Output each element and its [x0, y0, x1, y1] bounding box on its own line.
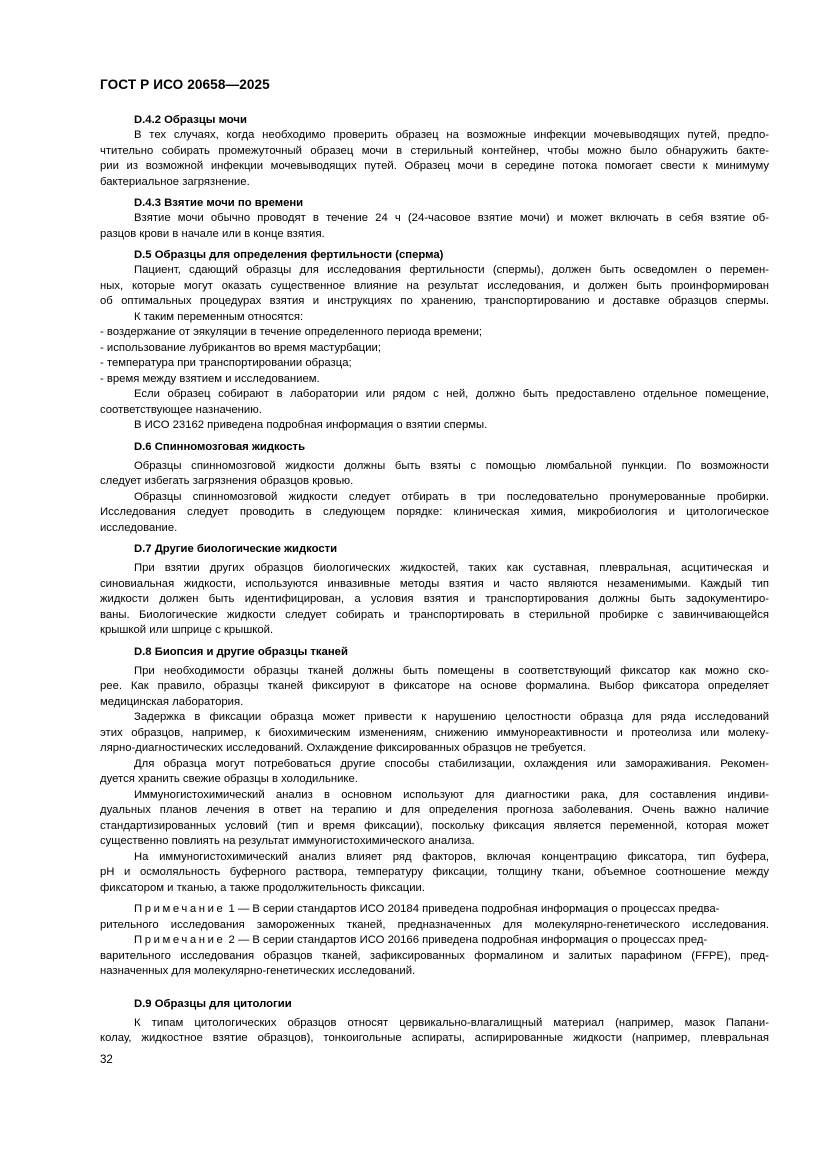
text-line: стандартизированных условий (тип и время фиксации), поскольку фиксация является переменной, которая может	[100, 819, 769, 832]
text-line: назначенных для молекулярно-генетических исследований.	[100, 965, 416, 977]
text-line: рН и осмоляльность буферного раствора, температуру фиксации, толщину ткани, объемное соотношение между	[100, 866, 769, 878]
text-line: синовиальная жидкости, используются инвазивные методы взятия и часто являются незаменимыми. Каждый тип	[100, 577, 769, 590]
text-line: К таким переменным относятся:	[134, 310, 304, 323]
note-line	[100, 902, 769, 918]
document-body	[100, 113, 769, 1047]
text-line: чтительно собирать промежуточный образец мочи в стерильный контейнер, чтобы можно было обнаружить бакте-	[100, 144, 769, 157]
text-line: медицинская лаборатория.	[100, 695, 244, 708]
text-line: об оптимальных процедурах взятия и инструкциях по хранению, транспортированию и доставке образцов спермы.	[100, 295, 769, 307]
text-line: следует избегать загрязнения образцов кровью.	[100, 475, 354, 487]
text-line: Иммуногистохимический анализ в основном используют для диагностики рака, для составления индиви-	[134, 788, 769, 801]
note-label: Примечание	[134, 934, 226, 946]
text-line: Исследования следует проводить в следующем порядке: клиническая химия, микробиология и цитологическое	[100, 506, 769, 518]
text-line: рии из возможной инфекции мочевыводящих путей. Образец мочи в середине потока помогает свести к минимуму	[100, 160, 769, 172]
note-line	[100, 933, 769, 949]
text-line: Образцы спинномозговой жидкости следует отбирать в три последовательно пронумерованные пробирки.	[134, 490, 769, 503]
section-heading: D.5 Образцы для определения фертильности (сперма)	[134, 249, 444, 261]
text-line: В ИСО 23162 приведена подробная информация о взятии спермы.	[134, 419, 488, 431]
text-line: ваны. Биологические жидкости следует собирать и транспортировать в стерильной пробирке с завинчивающейся	[100, 608, 769, 621]
section-heading: D.4.3 Взятие мочи по времени	[134, 197, 304, 209]
text-line: - время между взятием и исследованием.	[100, 372, 320, 385]
text-line: Взятие мочи обычно проводят в течение 24 ч (24-часовое взятие мочи) и может включать в себя взятие об-	[134, 212, 769, 224]
text-line: существенно повлиять на результат иммуногистохимического анализа.	[100, 835, 475, 847]
text-line: разцов крови в начале или в конце взятия.	[100, 227, 325, 240]
text-line: При взятии других образцов биологических жидкостей, таких как суставная, плевральная, асцитическая и	[134, 562, 769, 574]
text-line: жидкости должен быть идентифицирован, а условия взятия и транспортирования должны быть задокументиро-	[100, 593, 769, 605]
note-label: Примечание	[134, 903, 226, 915]
text-line: При необходимости образцы тканей должны быть помещены в соответствующий фиксатор как можно ско-	[134, 664, 769, 677]
section-heading: D.6 Спинномозговая жидкость	[134, 440, 306, 453]
text-line: бактериальное загрязнение.	[100, 175, 250, 188]
text-line: фиксатором и тканью, а также продолжительность фиксации.	[100, 881, 425, 894]
note-text: — В серии стандартов ИСО 20184 приведена подробная информация о процессах предва-	[234, 903, 720, 915]
text-line: рительного исследования замороженных тканей, предназначенных для молекулярно-генетического исследования.	[100, 918, 769, 931]
text-line: ных, которые могут оказать существенное влияние на результат исследования, и должен быть проинформирован	[100, 279, 769, 292]
section-heading: D.8 Биопсия и другие образцы тканей	[134, 645, 348, 658]
section-heading: D.7 Другие биологические жидкости	[134, 543, 338, 555]
text-line: дуальных планов лечения в ответ на терапию и для определения прогноза заболевания. Очень важно наличие	[100, 804, 769, 816]
text-line: Задержка в фиксации образца может привести к нарушению целостности образца для ряда исследований	[134, 711, 769, 723]
section-heading: D.4.2 Образцы мочи	[134, 114, 247, 126]
text-line: соответствующее назначению.	[100, 403, 262, 416]
text-line: На иммуногистохимический анализ влияет ряд факторов, включая концентрацию фиксатора, тип буфера,	[134, 850, 769, 863]
text-line: Если образец собирают в лаборатории или рядом с ней, должно быть предоставлено отдельное помещение,	[134, 388, 769, 400]
text-line: рее. Как правило, образцы тканей фиксируют в фиксаторе на основе формалина. Выбор фиксатора определяет	[100, 680, 769, 692]
text-line: исследование.	[100, 521, 178, 534]
text-line: этих образцов, например, к биохимическим изменениям, снижению иммунореактивности и протеолиза или молеку-	[100, 726, 769, 739]
text-line: К типам цитологических образцов относят цервикально-влагалищный материал (например, мазок Папани-	[134, 1016, 769, 1029]
text-line: крышкой или шприце с крышкой.	[100, 624, 274, 636]
text-line: В тех случаях, когда необходимо проверить образец на возможные инфекции мочевыводящих путей, предпо-	[134, 129, 769, 141]
text-line: Образцы спинномозговой жидкости должны быть взяты с помощью люмбальной пункции. По возможности	[134, 459, 769, 472]
text-line: варительного исследования образцов тканей, зафиксированных формалином и залитых парафином (FFPE), пред-	[100, 949, 769, 962]
text-line: - использование лубрикантов во время мастурбации;	[100, 341, 381, 354]
note-number: 2	[225, 934, 235, 946]
section-heading: D.9 Образцы для цитологии	[134, 997, 292, 1010]
text-line: Для образца могут потребоваться другие способы стабилизации, охлаждения или замораживания. Рекомен-	[134, 757, 769, 770]
page-number: 32	[100, 1054, 113, 1066]
text-line: - температура при транспортировании образца;	[100, 357, 352, 369]
text-line: Пациент, сдающий образцы для исследования фертильности (спермы), должен быть осведомлен о перемен-	[134, 264, 769, 276]
text-line: - воздержание от эякуляции в течение определенного периода времени;	[100, 326, 483, 338]
note-text: — В серии стандартов ИСО 20166 приведена подробная информация о процессах пред-	[234, 934, 708, 946]
note-number: 1	[225, 903, 235, 915]
text-line: лярно-диагностических исследований. Охлаждение фиксированных образцов не требуется.	[100, 742, 586, 754]
text-line: дуется хранить свежие образцы в холодильнике.	[100, 773, 358, 785]
document-header: ГОСТ Р ИСО 20658—2025	[100, 77, 270, 92]
text-line: колау, жидкостное взятие образцов), тонкоигольные аспираты, аспирированные жидкости (например, плевральная	[100, 1032, 769, 1044]
